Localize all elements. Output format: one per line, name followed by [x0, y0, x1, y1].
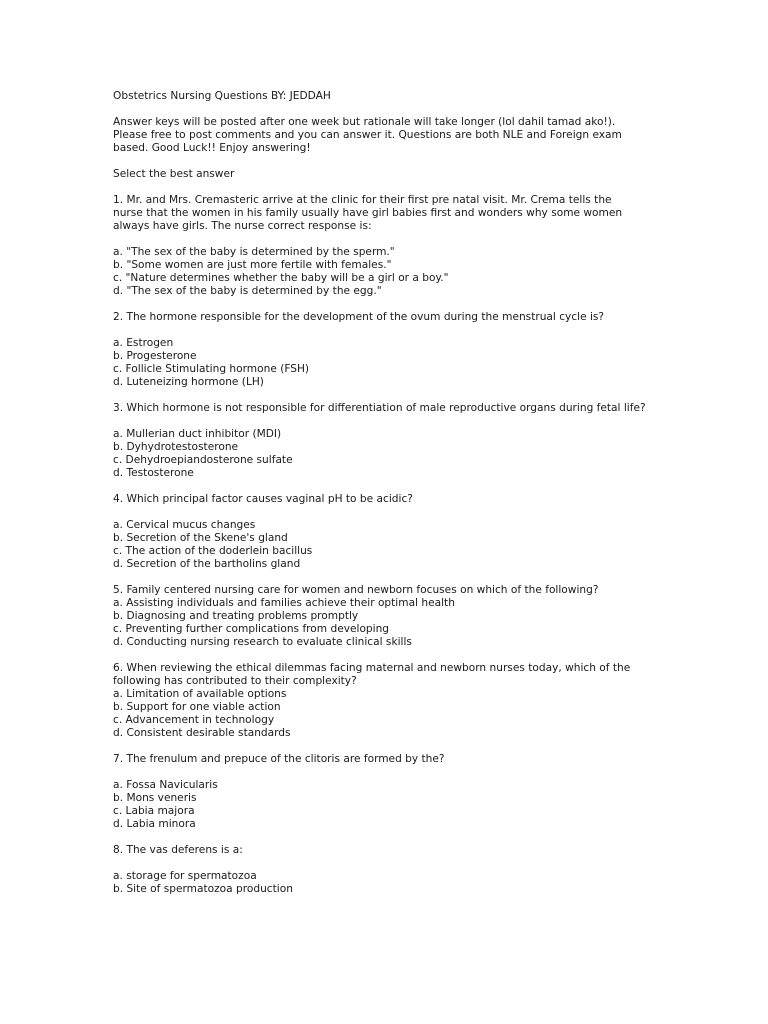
question-block [113, 584, 673, 662]
instruction-text: Select the best answer [113, 168, 235, 180]
answer-choice: d. Testosterone [113, 467, 194, 479]
question-stem: 8. The vas deferens is a: [113, 844, 243, 856]
spacer [113, 766, 673, 779]
answer-choice: d. Labia minora [113, 818, 196, 830]
answer-choice: a. Cervical mucus changes [113, 519, 256, 531]
answer-choice: a. Limitation of available options [113, 688, 287, 700]
spacer [113, 415, 673, 428]
question-stem: 4. Which principal factor causes vaginal pH to be acidic? [113, 493, 413, 505]
question-stem: 6. When reviewing the ethical dilemmas facing maternal and newborn nurses today, which of the [113, 662, 631, 674]
question-stem: nurse that the women in his family usually have girl babies first and wonders why some women [113, 207, 623, 219]
answer-choice: a. Fossa Navicularis [113, 779, 218, 791]
answer-choice: d. Luteneizing hormone (LH) [113, 376, 264, 388]
spacer [113, 155, 673, 168]
question-block [113, 194, 673, 311]
intro-line: Please free to post comments and you can answer it. Questions are both NLE and Foreign exam [113, 129, 622, 141]
answer-choice: b. Diagnosing and treating problems promptly [113, 610, 359, 622]
answer-choice: c. Preventing further complications from developing [113, 623, 390, 635]
answer-choice: c. Follicle Stimulating hormone (FSH) [113, 363, 310, 375]
question-block [113, 753, 673, 844]
answer-choice: a. Assisting individuals and families achieve their optimal health [113, 597, 455, 609]
answer-choice: c. The action of the doderlein bacillus [113, 545, 313, 557]
spacer [113, 233, 673, 246]
answer-choice: c. Labia majora [113, 805, 195, 817]
answer-choice: b. Mons veneris [113, 792, 197, 804]
answer-choice: a. storage for spermatozoa [113, 870, 257, 882]
spacer [113, 649, 673, 662]
document-title: Obstetrics Nursing Questions BY: JEDDAH [113, 90, 331, 102]
question-block [113, 402, 673, 493]
question-stem: 5. Family centered nursing care for women and newborn focuses on which of the following? [113, 584, 599, 596]
spacer [113, 480, 673, 493]
question-block [113, 493, 673, 584]
question-stem: 2. The hormone responsible for the development of the ovum during the menstrual cycle is? [113, 311, 605, 323]
question-stem: always have girls. The nurse correct response is: [113, 220, 372, 232]
question-stem: 7. The frenulum and prepuce of the clitoris are formed by the? [113, 753, 445, 765]
answer-choice: d. Conducting nursing research to evaluate clinical skills [113, 636, 412, 648]
question-block [113, 844, 673, 896]
answer-choice: c. "Nature determines whether the baby will be a girl or a boy." [113, 272, 449, 284]
answer-choice: a. Estrogen [113, 337, 174, 349]
question-list [113, 194, 673, 896]
spacer [113, 857, 673, 870]
spacer [113, 324, 673, 337]
spacer [113, 740, 673, 753]
spacer [113, 103, 673, 116]
intro-line: based. Good Luck!! Enjoy answering! [113, 142, 311, 154]
spacer [113, 506, 673, 519]
answer-choice: b. Support for one viable action [113, 701, 281, 713]
question-stem: following has contributed to their complexity? [113, 675, 357, 687]
answer-choice: b. Secretion of the Skene's gland [113, 532, 288, 544]
answer-choice: d. "The sex of the baby is determined by the egg." [113, 285, 382, 297]
spacer [113, 181, 673, 194]
answer-choice: a. "The sex of the baby is determined by the sperm." [113, 246, 395, 258]
spacer [113, 571, 673, 584]
spacer [113, 831, 673, 844]
answer-choice: d. Secretion of the bartholins gland [113, 558, 301, 570]
answer-choice: a. Mullerian duct inhibitor (MDI) [113, 428, 282, 440]
answer-choice: b. Dyhydrotestosterone [113, 441, 239, 453]
question-block [113, 662, 673, 753]
answer-choice: c. Advancement in technology [113, 714, 275, 726]
document-page [113, 90, 673, 896]
spacer [113, 298, 673, 311]
question-stem: 1. Mr. and Mrs. Cremasteric arrive at the clinic for their first pre natal visit. Mr. Crema tells the [113, 194, 612, 206]
answer-choice: d. Consistent desirable standards [113, 727, 291, 739]
question-stem: 3. Which hormone is not responsible for differentiation of male reproductive organs during fetal life? [113, 402, 646, 414]
intro-line: Answer keys will be posted after one week but rationale will take longer (lol dahil tamad ako!). [113, 116, 616, 128]
question-block [113, 311, 673, 402]
answer-choice: b. Progesterone [113, 350, 197, 362]
answer-choice: c. Dehydroepiandosterone sulfate [113, 454, 293, 466]
answer-choice: b. Site of spermatozoa production [113, 883, 293, 895]
answer-choice: b. "Some women are just more fertile with females." [113, 259, 392, 271]
spacer [113, 389, 673, 402]
